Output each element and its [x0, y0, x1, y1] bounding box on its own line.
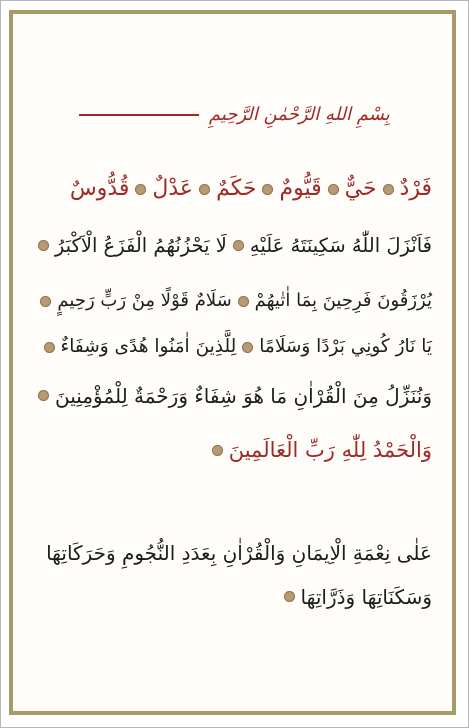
hamd-line [103, 432, 432, 466]
separator-dot-icon [44, 342, 55, 353]
dua-line-1-text: عَلٰى نِعْمَةِ الْاِيمَانِ وَالْقُرْاٰنِ بِعَدَدِ النُّجُومِ وَحَرَكَاتِهَا [46, 540, 432, 565]
separator-dot-icon [238, 296, 249, 307]
dua-line-2-text: وَسَكَنَاتِهَا وَذَرَّاتِهَا [300, 584, 432, 609]
name-hakam: حَكَمٌ [216, 176, 257, 201]
verse-line-3-part-2: لِلَّذِينَ اٰمَنُوا هُدًى وَشِفَاءٌ [60, 336, 237, 357]
verse-line-1-part-1: فَاَنْزَلَ اللّٰهُ سَكِينَتَهُ عَلَيْهِ [249, 233, 432, 257]
verse-line-3 [31, 330, 432, 364]
verse-line-4 [31, 377, 432, 411]
name-hayy: حَيٌّ [344, 176, 377, 201]
dua-line-2 [31, 578, 432, 612]
name-qayyum: قَيُّومٌ [279, 176, 322, 201]
basmala-text: بِسْمِ اللهِ الرَّحْمٰنِ الرَّحِيمِ [208, 104, 390, 125]
separator-dot-icon [199, 184, 210, 195]
name-adl: عَدْلٌ [152, 176, 194, 201]
separator-dot-icon [38, 390, 49, 401]
separator-dot-icon [242, 342, 253, 353]
separator-dot-icon [383, 184, 394, 195]
verse-line-4-text: وَنُنَزِّلُ مِنَ الْقُرْاٰنِ مَا هُوَ شِفَاءٌ وَرَحْمَةٌ لِلْمُؤْمِنِينَ [55, 383, 432, 408]
name-fard: فَرْدٌ [399, 176, 432, 201]
separator-dot-icon [284, 591, 295, 602]
verse-line-1 [31, 228, 432, 262]
verse-line-1-part-2: لَا يَحْزُنُهُمُ الْفَزَعُ الْاَكْبَرُ [54, 233, 227, 257]
separator-dot-icon [328, 184, 339, 195]
card-frame [9, 10, 456, 715]
dua-line-1 [31, 534, 432, 568]
separator-dot-icon [212, 445, 223, 456]
verse-line-2-part-1: يُرْزَقُونَ فَرِحِينَ بِمَا اٰتٰيهُمْ [254, 290, 432, 311]
separator-dot-icon [233, 240, 244, 251]
separator-dot-icon [38, 240, 49, 251]
verse-line-2-part-2: سَلَامٌ قَوْلًا مِنْ رَبٍّ رَحِيمٍ [57, 290, 232, 311]
name-quddus: قُدُّوسٌ [69, 176, 130, 201]
verse-line-2 [31, 284, 432, 318]
basmala-flourish [79, 114, 199, 116]
hamd-text: وَالْحَمْدُ لِلّٰهِ رَبِّ الْعَالَمِينَ [228, 438, 432, 462]
divine-names-line [31, 172, 432, 206]
basmala [13, 99, 452, 131]
separator-dot-icon [40, 296, 51, 307]
verse-line-3-part-1: يَا نَارُ كُونِي بَرْدًا وَسَلَامًا [259, 336, 432, 357]
separator-dot-icon [262, 184, 273, 195]
separator-dot-icon [135, 184, 146, 195]
